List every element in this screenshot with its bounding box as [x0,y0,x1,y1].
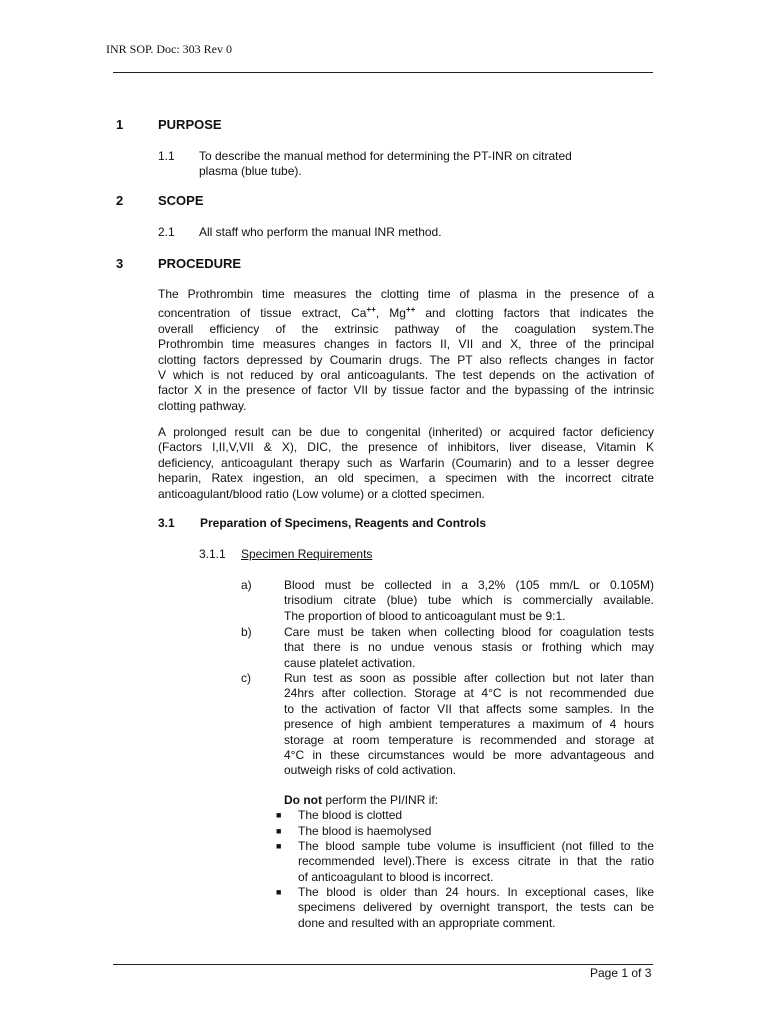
bullet-square-icon: ■ [276,810,282,820]
item-b-line: that there is no undue venous stasis or frothing which may [284,640,654,655]
item-a-line: Blood must be collected in a 3,2% (105 mm/L or 0.105M) [284,578,654,592]
item-2-1-text: All staff who perform the manual INR method. [199,225,442,239]
item-b-label: b) [241,625,252,639]
item-a-label: a) [241,578,252,592]
bullet-square-icon: ■ [276,826,282,836]
do-not-heading: Do not perform the PI/INR if: [284,793,439,807]
bullet-3-line: The blood sample tube volume is insufficient (not filled to the [298,839,654,853]
bullet-3-line: recommended level).There is excess citrate in that the ratio [298,854,654,869]
section-3-title: PROCEDURE [158,256,242,271]
header-rule [113,72,653,73]
item-c-line: outweigh risks of cold activation. [284,763,457,778]
procedure-paragraph-2 [158,425,654,502]
bullet-2-text: The blood is haemolysed [298,824,432,838]
para1-line: Prothrombin time measures changes in factors II, VII and X, three of the principal [158,337,654,352]
item-c-label: c) [241,671,251,685]
bullet-4-line: The blood is older than 24 hours. In exceptional cases, like [298,885,654,899]
bullet-4-line: done and resulted with an appropriate comment. [298,915,556,930]
bullet-square-icon: ■ [276,887,282,897]
bullet-3-line: of anticoagulant to blood is incorrect. [298,869,494,884]
item-c-line: presence of high ambient temperatures a maximum of 4 hours [284,717,654,732]
section-1-number: 1 [116,117,124,132]
item-b-line: Care must be taken when collecting blood for coagulation tests [284,625,654,639]
section-2-title: SCOPE [158,193,204,208]
bullet-4-text [298,885,654,931]
para2-line: A prolonged result can be due to congenital (inherited) or acquired factor deficiency [158,425,654,439]
para1-line: factor X in the presence of factor VII by tissue factor and the bypassing of the intrinsic [158,383,654,398]
para2-line: (Factors I,II,V,VII & X), DIC, the presence of inhibitors, liver disease, Vitamin K [158,440,654,455]
section-3-1-1-number: 3.1.1 [199,547,226,561]
item-c-line: 24hrs after collection. Storage at 4°C is not recommended due [284,686,654,701]
para2-line: heparin, Ratex ingestion, an old specimen, a specimen with the incorrect citrate [158,471,654,486]
item-a-text [284,578,654,624]
para1-line: clotting factors depressed by Coumarin drugs. The PT also reflects changes in factor [158,352,654,367]
item-2-1-number: 2.1 [158,225,175,239]
item-1-1-number: 1.1 [158,149,175,163]
para2-line: deficiency, anticoagulant therapy such as Warfarin (Coumarin) and to a lesser degree [158,455,654,470]
section-3-1-title: Preparation of Specimens, Reagents and Controls [200,516,487,530]
bullet-1-text: The blood is clotted [298,808,403,822]
item-1-1-text-cont: plasma (blue tube). [199,164,302,178]
section-2-number: 2 [116,193,124,208]
page-number: Page 1 of 3 [590,966,652,980]
item-1-1-text: To describe the manual method for determining the PT-INR on citrated [199,149,572,163]
para1-line: overall efficiency of the extrinsic pathway of the coagulation system.The [158,321,654,336]
item-c-line: Run test as soon as possible after collection but not later than [284,671,654,685]
item-c-text [284,671,654,779]
item-b-text [284,625,654,671]
procedure-paragraph-1 [158,287,654,414]
section-3-1-number: 3.1 [158,516,175,530]
item-a-line: trisodium citrate (blue) tube which is commercially available. [284,593,654,608]
footer-rule [113,964,653,965]
para1-line: V which is not reduced by oral anticoagulants. The test depends on the activation of [158,368,654,383]
item-c-line: to the activation of factor VII that affects some samples. In the [284,701,654,716]
section-3-1-1-title: Specimen Requirements [241,547,373,561]
bullet-3-text [298,839,654,885]
bullet-square-icon: ■ [276,841,282,851]
para1-line: clotting pathway. [158,398,247,413]
para1-line: The Prothrombin time measures the clotting time of plasma in the presence of a [158,287,654,301]
item-b-line: cause platelet activation. [284,655,416,670]
section-3-number: 3 [116,256,124,271]
para1-line-ions: concentration of tissue extract, Ca++, Mg++ and clotting factors that indicates the [158,305,654,321]
item-c-line: storage at room temperature is recommended and storage at [284,732,654,747]
document-reference: INR SOP. Doc: 303 Rev 0 [106,42,233,56]
para2-line: anticoagulant/blood ratio (Low volume) or a clotted specimen. [158,486,485,501]
item-a-line: The proportion of blood to anticoagulant must be 9:1. [284,608,566,623]
bullet-4-line: specimens delivered by overnight transport, the tests can be [298,900,654,915]
item-c-line: 4°C in these circumstances would be more advantageous and [284,748,654,763]
section-1-title: PURPOSE [158,117,222,132]
